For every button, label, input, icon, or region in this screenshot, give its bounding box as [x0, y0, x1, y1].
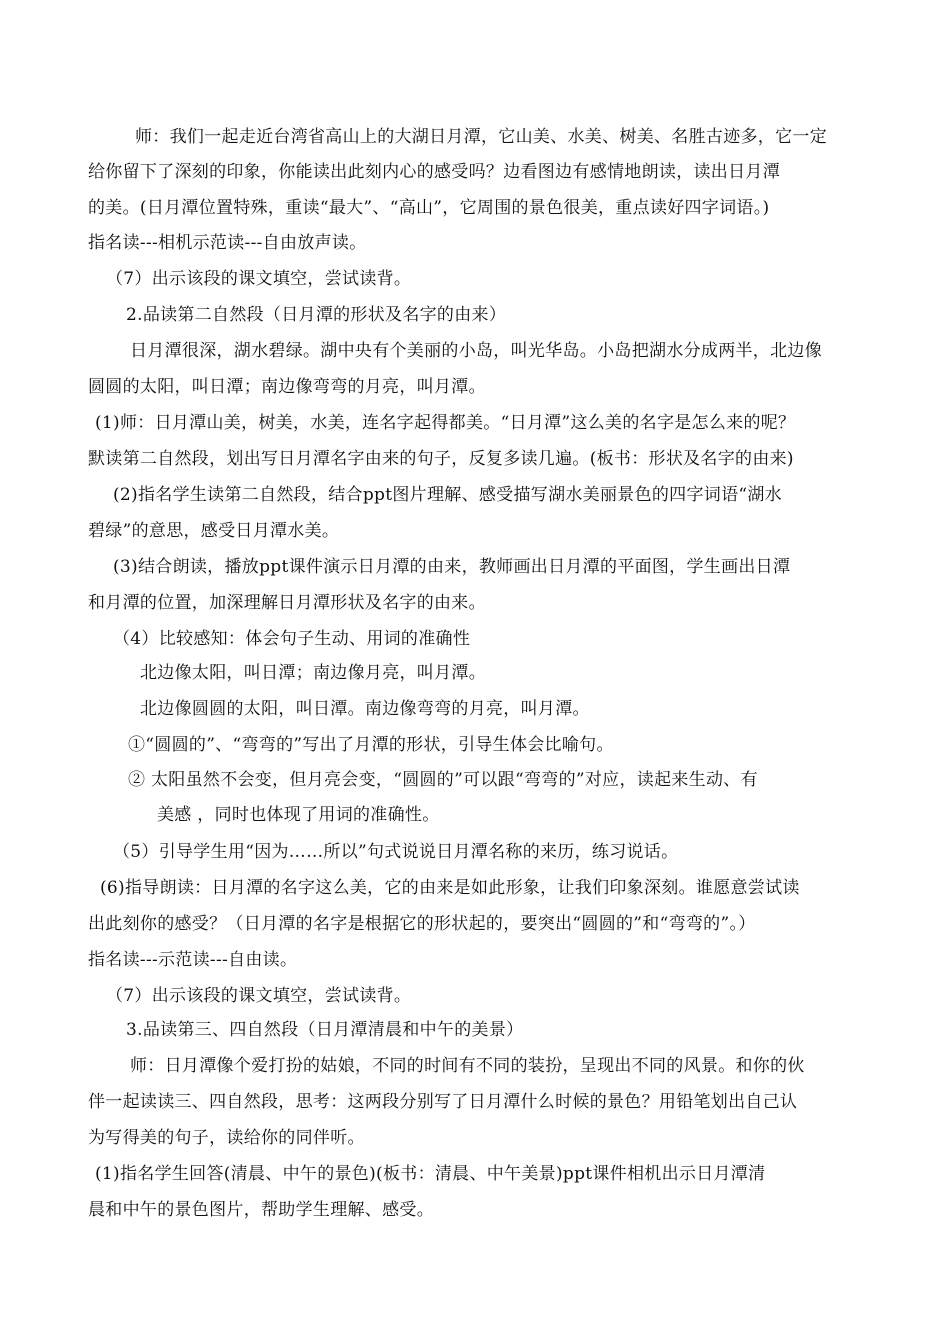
- text-line: (6)指导朗读：日月潭的名字这么美，它的由来是如此形象，让我们印象深刻。谁愿意尝试读: [100, 878, 800, 898]
- text-line: （4）比较感知：体会句子生动、用词的准确性: [113, 629, 471, 649]
- text-line: 北边像太阳，叫日潭；南边像月亮，叫月潭。: [140, 663, 486, 683]
- text-line: ② 太阳虽然不会变，但月亮会变，“圆圆的”可以跟“弯弯的”对应，读起来生动、有: [128, 770, 758, 790]
- text-line: 北边像圆圆的太阳，叫日潭。南边像弯弯的月亮，叫月潭。: [140, 699, 590, 719]
- text-line: 师：我们一起走近台湾省高山上的大湖日月潭，它山美、水美、树美、名胜古迹多，它一定: [135, 127, 827, 147]
- text-line: 师：日月潭像个爱打扮的姑娘，不同的时间有不同的装扮，呈现出不同的风景。和你的伙: [130, 1056, 805, 1076]
- text-line: ①“圆圆的”、“弯弯的”写出了月潭的形状，引导生体会比喻句。: [128, 735, 614, 755]
- text-line: 3.品读第三、四自然段（日月潭清晨和中午的美景）: [126, 1020, 524, 1040]
- text-line: 为写得美的句子，读给你的同伴听。: [88, 1128, 365, 1148]
- text-line: （7）出示该段的课文填空，尝试读背。: [106, 269, 412, 289]
- text-line: 日月潭很深，湖水碧绿。湖中央有个美丽的小岛，叫光华岛。小岛把湖水分成两半，北边像: [130, 341, 822, 361]
- text-line: 美感 ，同时也体现了用词的准确性。: [157, 805, 440, 825]
- text-line: 指名读---示范读---自由读。: [88, 950, 298, 970]
- text-line: （7）出示该段的课文填空，尝试读背。: [106, 986, 412, 1006]
- text-line: 的美。(日月潭位置特殊，重读“最大”、“高山”，它周围的景色很美，重点读好四字词语。): [88, 198, 770, 218]
- text-line: 指名读---相机示范读---自由放声读。: [88, 233, 367, 253]
- text-line: 给你留下了深刻的印象，你能读出此刻内心的感受吗？边看图边有感情地朗读，读出日月潭: [88, 162, 780, 182]
- text-line: 默读第二自然段，划出写日月潭名字由来的句子，反复多读几遍。(板书：形状及名字的由来): [88, 449, 794, 469]
- text-line: (1)指名学生回答(清晨、中午的景色)(板书：清晨、中午美景)ppt课件相机出示日月潭清: [95, 1164, 766, 1184]
- text-line: 圆圆的太阳，叫日潭；南边像弯弯的月亮，叫月潭。: [88, 377, 486, 397]
- text-line: 伴一起读读三、四自然段，思考：这两段分别写了日月潭什么时候的景色？用铅笔划出自己认: [88, 1092, 798, 1112]
- text-line: （5）引导学生用“因为……所以”句式说说日月潭名称的来历，练习说话。: [113, 842, 679, 862]
- text-line: 和月潭的位置，加深理解日月潭形状及名字的由来。: [88, 593, 486, 613]
- text-line: (2)指名学生读第二自然段，结合ppt图片理解、感受描写湖水美丽景色的四字词语“湖水: [113, 485, 782, 505]
- text-line: (3)结合朗读，播放ppt课件演示日月潭的由来，教师画出日月潭的平面图，学生画出日潭: [113, 557, 791, 577]
- text-line: (1)师：日月潭山美，树美，水美，连名字起得都美。“日月潭”这么美的名字是怎么来的呢？: [95, 413, 796, 433]
- text-line: 出此刻你的感受？（日月潭的名字是根据它的形状起的，要突出“圆圆的”和“弯弯的”。）: [88, 914, 756, 934]
- text-line: 碧绿”的意思，感受日月潭水美。: [88, 521, 340, 541]
- text-line: 2.品读第二自然段（日月潭的形状及名字的由来）: [126, 305, 507, 325]
- text-line: 晨和中午的景色图片，帮助学生理解、感受。: [88, 1200, 434, 1220]
